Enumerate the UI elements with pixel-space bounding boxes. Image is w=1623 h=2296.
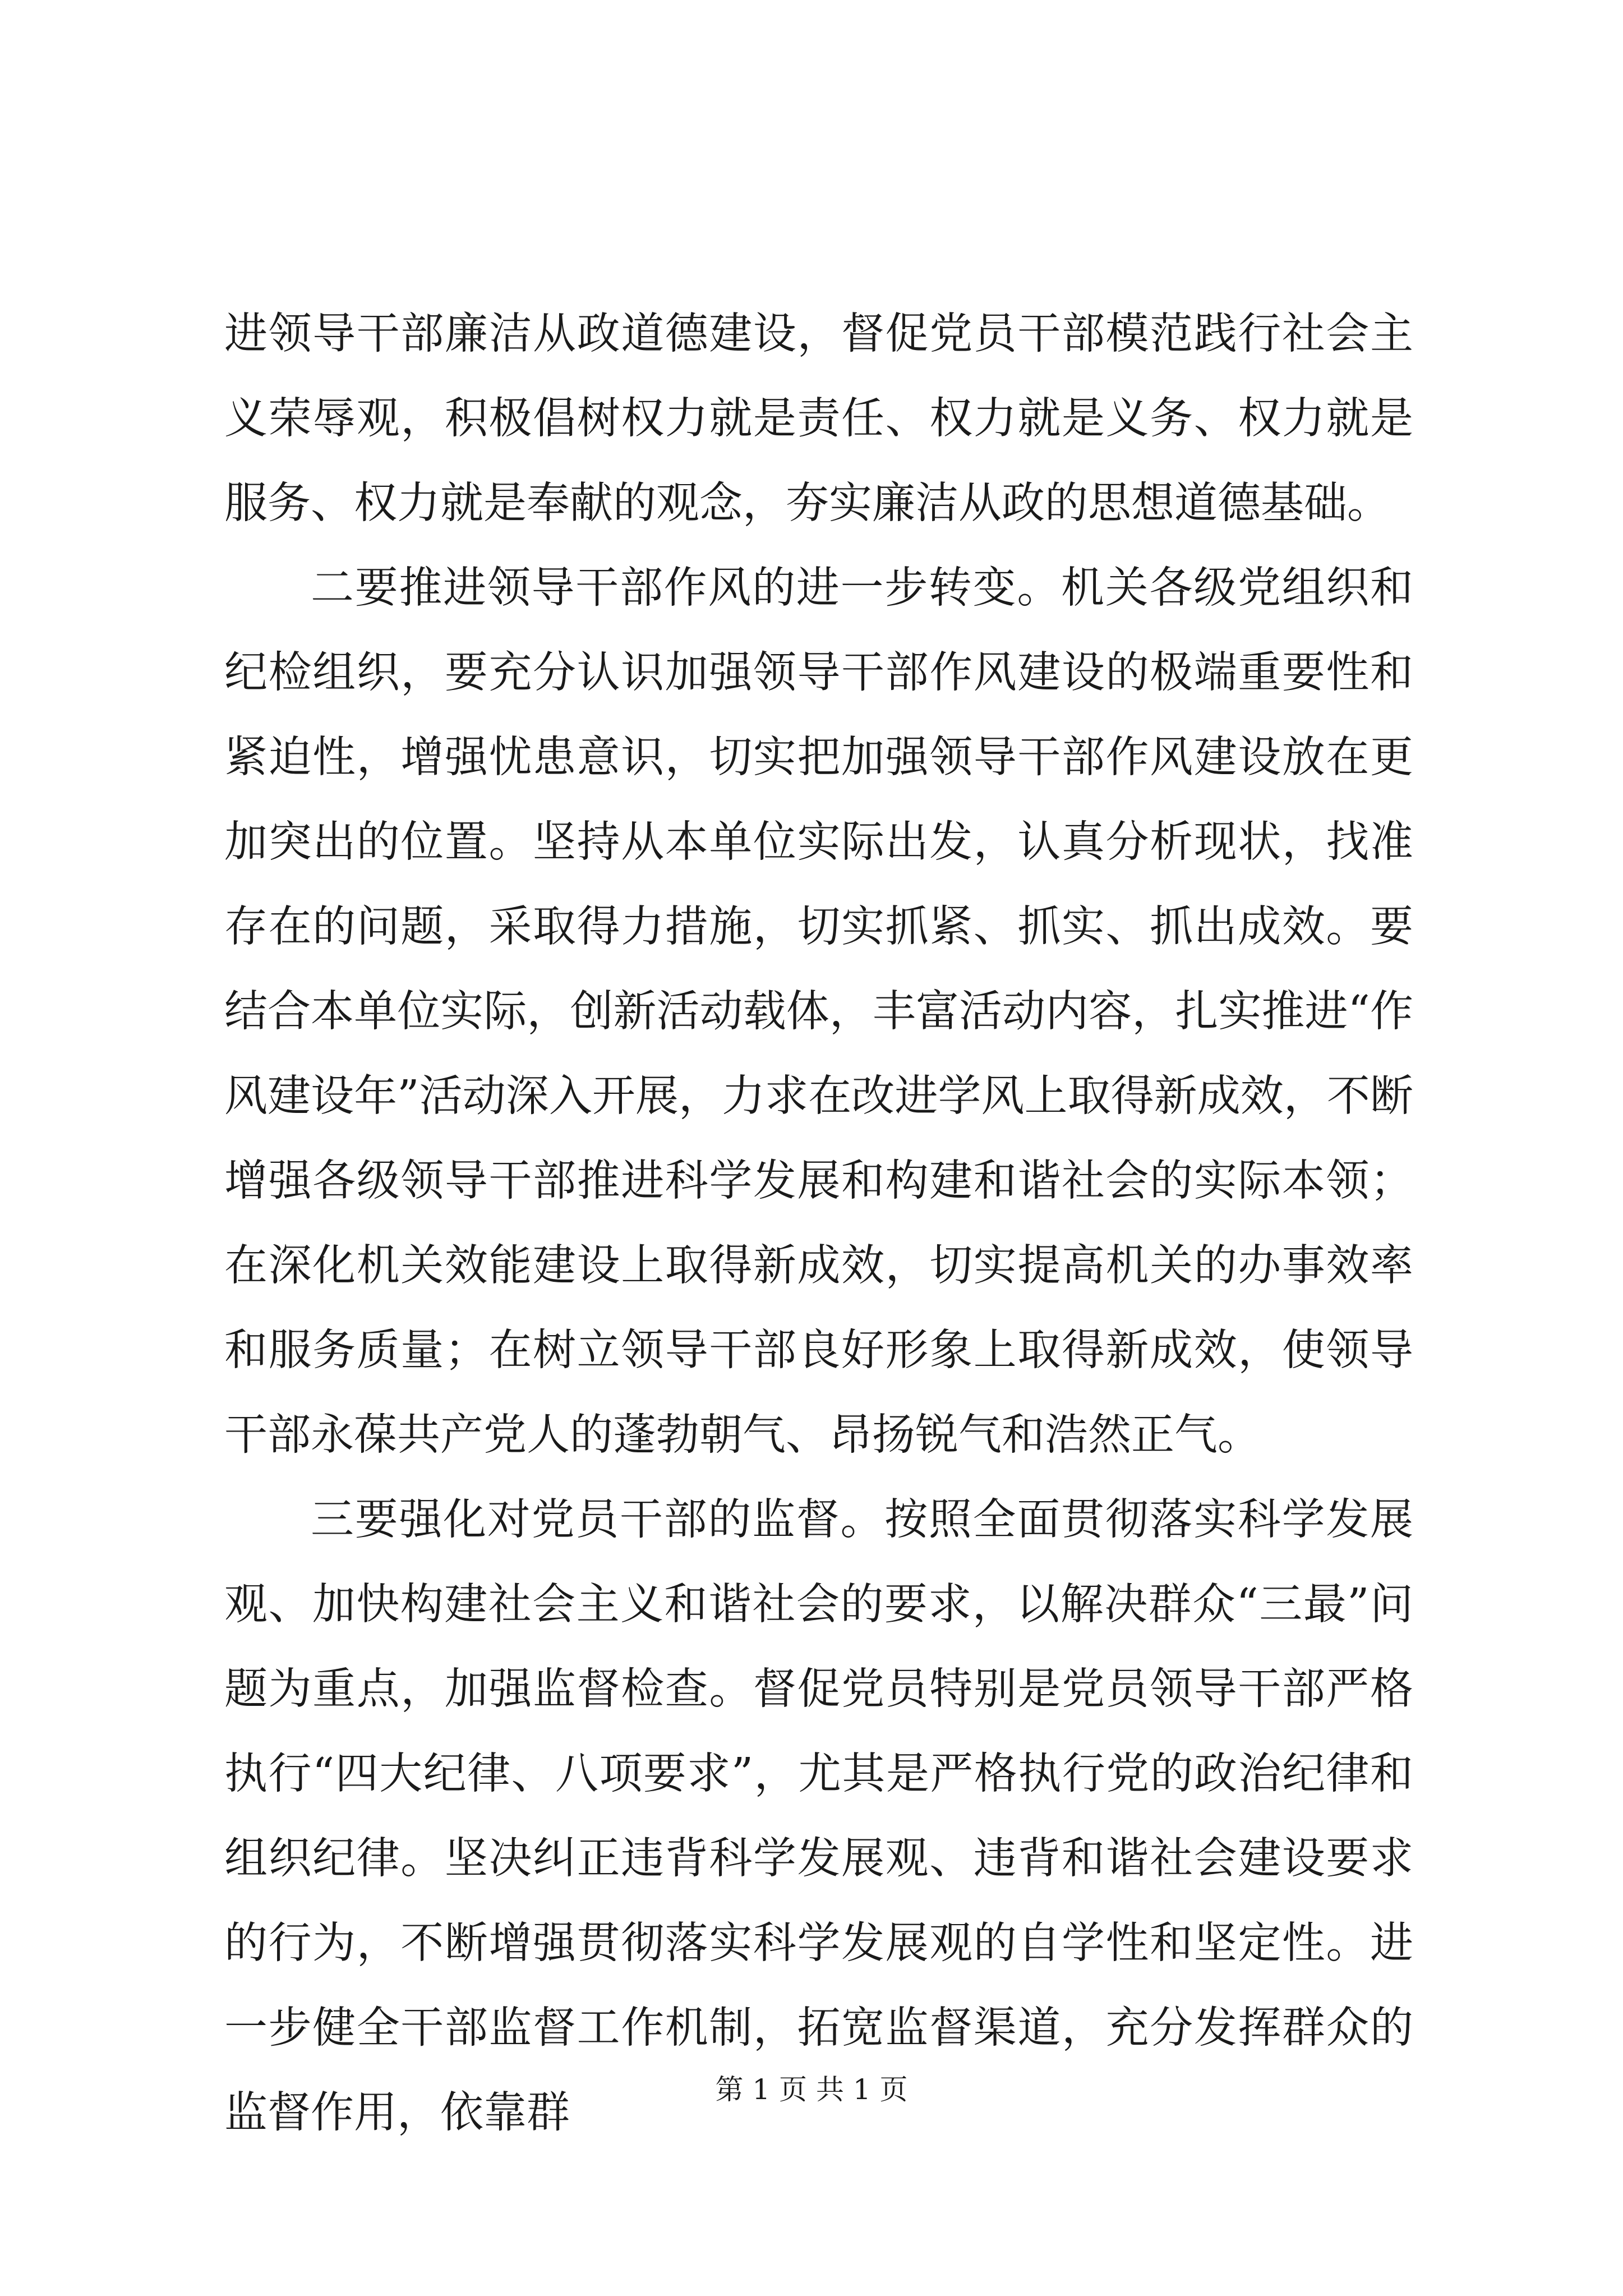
- paragraph-2: 二要推进领导干部作风的进一步转变。机关各级党组织和纪检组织，要充分认识加强领导干部作风建设的极端重要性和紧迫性，增强忧患意识，切实把加强领导干部作风建设放在更加突出的位置。坚持从本单位实际出发，认真分析现状，找准存在的问题，采取得力措施，切实抓紧、抓实、抓出成效。要结合本单位实际，创新活动载体，丰富活动内容，扎实推进“作风建设年”活动深入开展，力求在改进学风上取得新成效，不断增强各级领导干部推进科学发展和构建和谐社会的实际本领；在深化机关效能建设上取得新成效，切实提高机关的办事效率和服务质量；在树立领导干部良好形象上取得新成效，使领导干部永葆共产党人的蓬勃朝气、昂扬锐气和浩然正气。: [224, 563, 1413, 1460]
- paragraph-3: 三要强化对党员干部的监督。按照全面贯彻落实科学发展观、加快构建社会主义和谐社会的要求，以解决群众“三最”问题为重点，加强监督检查。督促党员特别是党员领导干部严格执行“四大纪律、八项要求”，尤其是严格执行党的政治纪律和组织纪律。坚决纠正违背科学发展观、违背和谐社会建设要求的行为，不断增强贯彻落实科学发展观的自学性和坚定性。进一步健全干部监督工作机制，拓宽监督渠道，充分发挥群众的监督作用，依靠群: [224, 1495, 1413, 2138]
- paragraph-1: 进领导干部廉洁从政道德建设，督促党员干部模范践行社会主义荣辱观，积极倡树权力就是责任、权力就是义务、权力就是服务、权力就是奉献的观念，夯实廉洁从政的思想道德基础。: [224, 309, 1413, 528]
- page-footer: 第 1 页 共 1 页: [715, 2073, 908, 2106]
- document-body: [224, 292, 1413, 2155]
